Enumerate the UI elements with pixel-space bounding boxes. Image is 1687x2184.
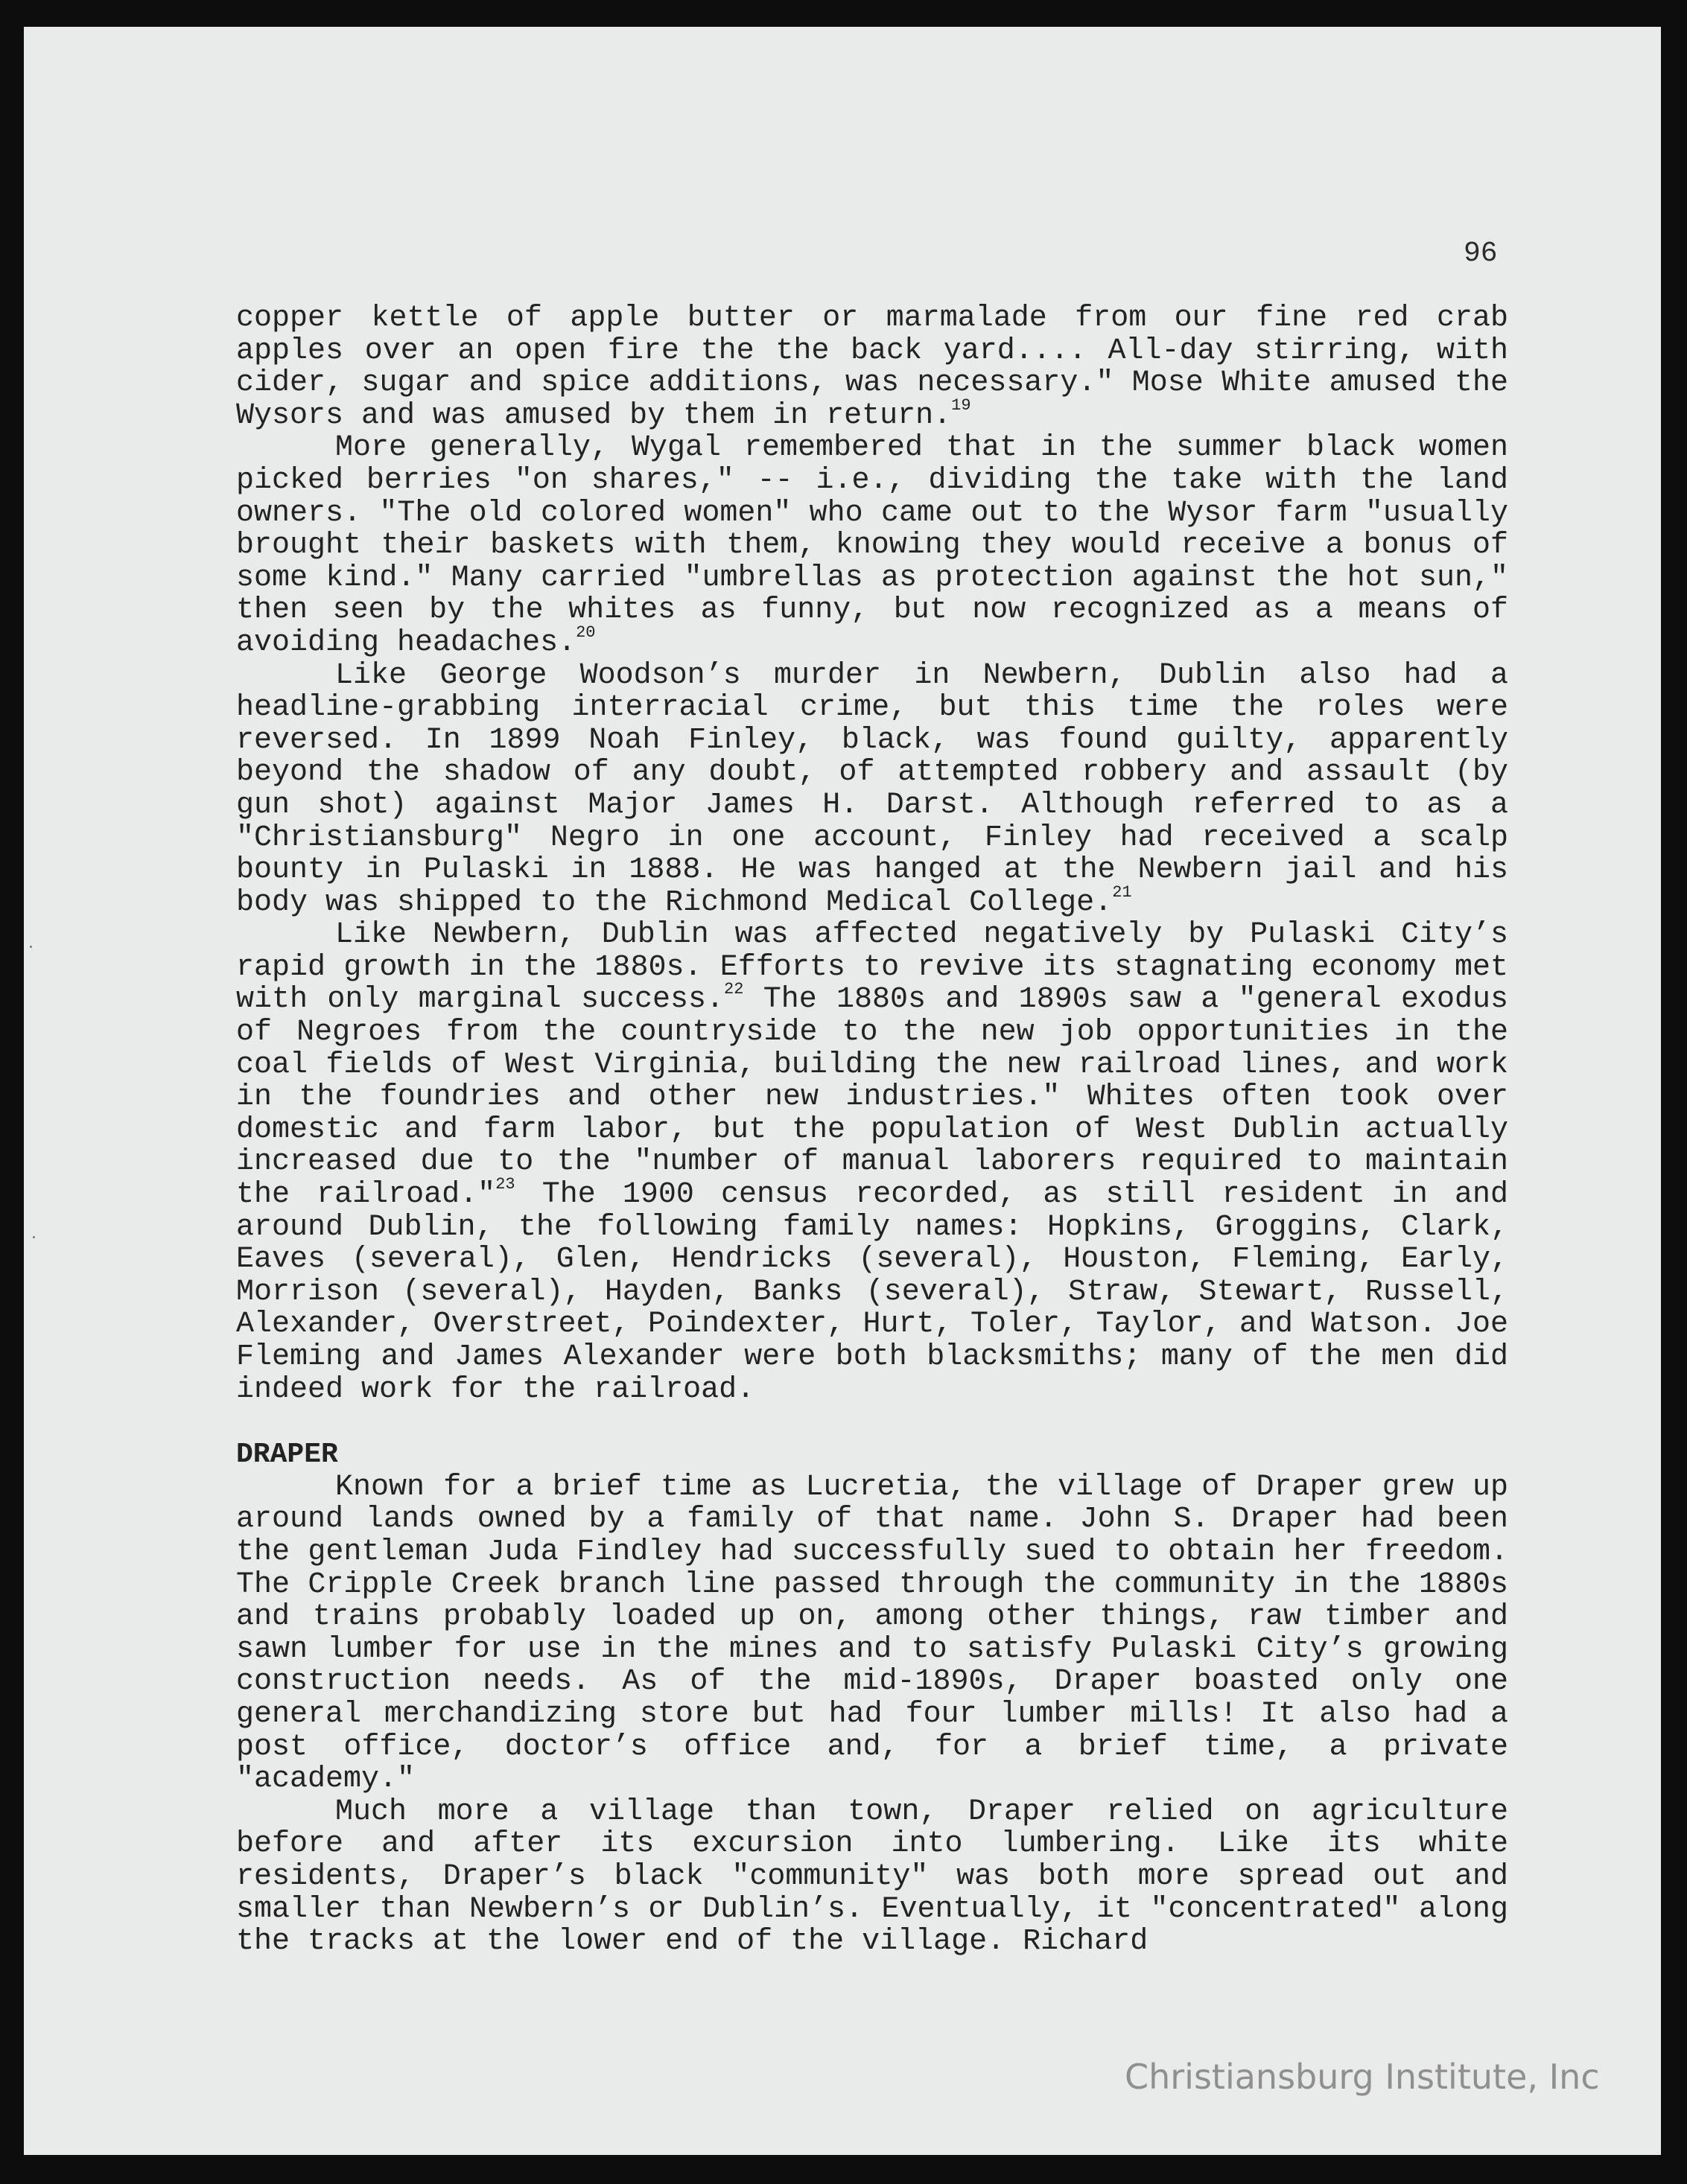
paragraph-text: copper kettle of apple butter or marmalade from our fine red crab apples over an open fire the the back yard.... All-day stirring, with cider, sugar and spice additions, was necessary." Mose White amused the Wysors and was amused by them in return. xyxy=(236,302,1508,433)
section-heading: DRAPER xyxy=(236,1439,338,1471)
paragraph-text: The 1900 census recorded, as still resident in and around Dublin, the following family names: Hopkins, Groggins, Clark, Eaves (several), Glen, Hendricks (several), Houston, Fleming, Early, Morrison (several), Hayden, Banks (several), Straw, Stewart, Russell, Alexander, Overstreet, Poindexter, Hurt, Toler, Taylor, and Watson. Joe Fleming and James Alexander were both blacksmiths; many of the men did indeed work for the railroad. xyxy=(236,1178,1508,1407)
footnote-ref: 22 xyxy=(724,980,744,999)
paragraph-3 xyxy=(236,660,1508,920)
paragraph-1 xyxy=(236,302,1508,432)
section-paragraph-1 xyxy=(236,1471,1508,1796)
scan-speck xyxy=(30,946,32,948)
paragraph-text: The 1880s and 1890s saw a "general exodus of Negroes from the countryside to the new job opportunities in the coal fields of West Virginia, building the new railroad lines, and work in the foundries and other new industries." Whites often took over domestic and farm labor, but the population of West Dublin actually increased due to the "number of manual laborers required to maintain the railroad." xyxy=(236,983,1508,1212)
paragraph-text: Known for a brief time as Lucretia, the village of Draper grew up around lands owned by a family of that name. John S. Draper had been the gentleman Juda Findley had successfully sued to obtain her freedom. The Cripple Creek branch line passed through the community in the 1880s and trains probably loaded up on, among other things, raw timber and sawn lumber for use in the mines and to satisfy Pulaski City’s growing construction needs. As of the mid-1890s, Draper boasted only one general merchandizing store but had four lumber mills! It also had a post office, doctor’s office and, for a brief time, a private "academy." xyxy=(236,1470,1508,1797)
scan-speck xyxy=(33,1236,35,1238)
body-text xyxy=(236,302,1508,1958)
paragraph-text: Like Newbern, Dublin was affected negatively by Pulaski City’s rapid growth in the 1880s. Efforts to revive its stagnating economy met with only marginal success. xyxy=(236,918,1508,1017)
section-paragraph-2 xyxy=(236,1796,1508,1958)
document-page xyxy=(24,27,1661,2155)
watermark: Christiansburg Institute, Inc xyxy=(1125,2057,1600,2097)
paragraph-4 xyxy=(236,919,1508,1406)
footnote-ref: 21 xyxy=(1112,882,1132,902)
paragraph-text: Much more a village than town, Draper relied on agriculture before and after its excursion into lumbering. Like its white residents, Draper’s black "community" was both more spread out and smaller than Newbern’s or Dublin’s. Eventually, it "concentrated" along the tracks at the lower end of the village. Richard xyxy=(236,1795,1508,1959)
footnote-ref: 19 xyxy=(951,395,971,415)
paragraph-text: More generally, Wygal remembered that in the summer black women picked berries "on shares," -- i.e., dividing the take with the land owners. "The old colored women" who came out to the Wysor farm "usually brought their baskets with them, knowing they would receive a bonus of some kind." Many carried "umbrellas as protection against the hot sun," then seen by the whites as funny, but now recognized as a means of avoiding headaches. xyxy=(236,431,1508,660)
paragraph-2 xyxy=(236,432,1508,659)
footnote-ref: 20 xyxy=(576,623,596,642)
page-number: 96 xyxy=(1464,238,1498,270)
footnote-ref: 23 xyxy=(495,1175,515,1194)
paragraph-text: Like George Woodson’s murder in Newbern, Dublin also had a headline-grabbing interracial crime, but this time the roles were reversed. In 1899 Noah Finley, black, was found guilty, apparently beyond the shadow of any doubt, of attempted robbery and assault (by gun shot) against Major James H. Darst. Although referred to as a "Christiansburg" Negro in one account, Finley had received a scalp bounty in Pulaski in 1888. He was hanged at the Newbern jail and his body was shipped to the Richmond Medical College. xyxy=(236,658,1508,920)
